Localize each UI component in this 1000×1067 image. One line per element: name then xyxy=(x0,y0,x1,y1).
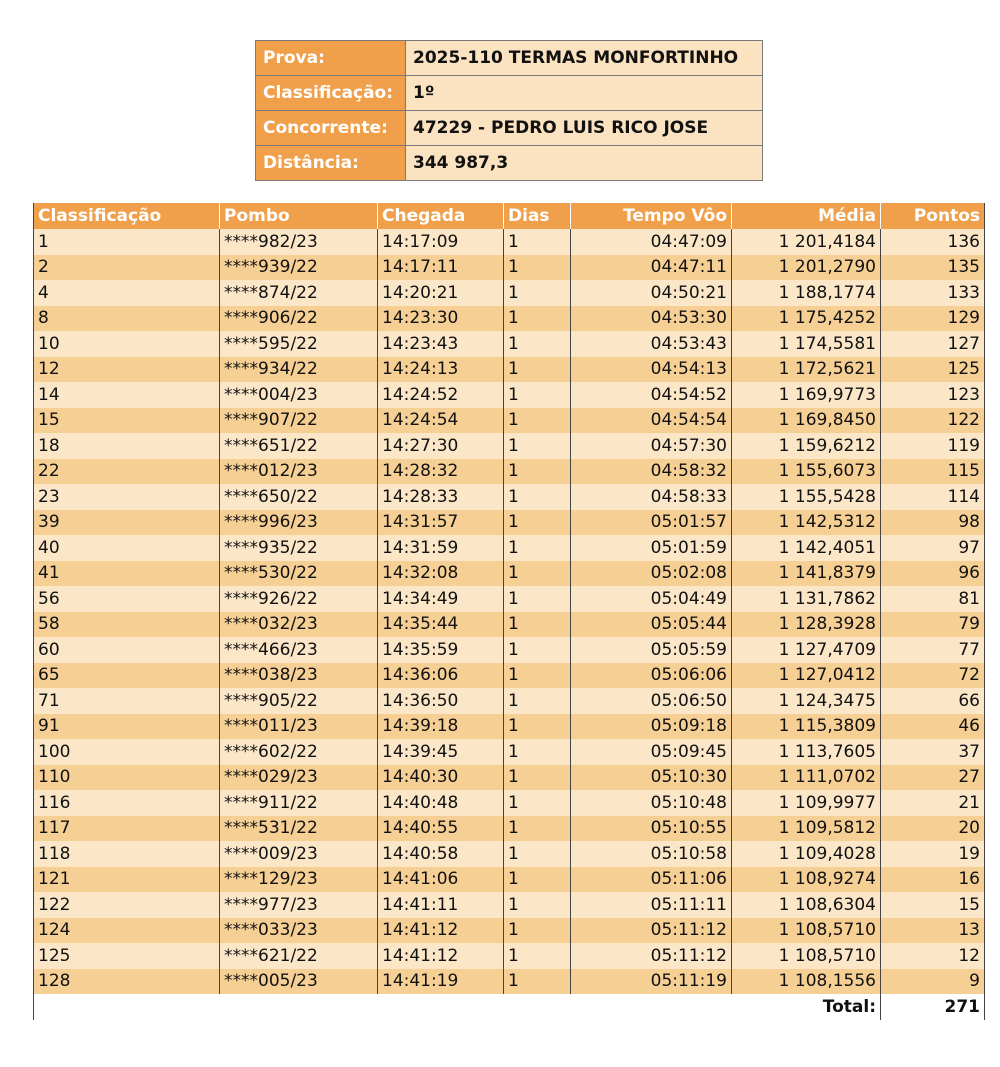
results-body xyxy=(34,229,985,994)
cell-pontos: 79 xyxy=(881,612,985,638)
table-row xyxy=(34,586,985,612)
cell-chegada: 14:32:08 xyxy=(378,561,504,587)
cell-pombo: ****009/23 xyxy=(220,841,378,867)
cell-chegada: 14:36:06 xyxy=(378,663,504,689)
cell-chegada: 14:20:21 xyxy=(378,280,504,306)
cell-pontos: 20 xyxy=(881,816,985,842)
cell-tempo-voo: 04:58:33 xyxy=(571,484,732,510)
cell-pontos: 72 xyxy=(881,663,985,689)
cell-chegada: 14:40:55 xyxy=(378,816,504,842)
cell-pombo: ****466/23 xyxy=(220,637,378,663)
cell-chegada: 14:17:09 xyxy=(378,229,504,255)
cell-media: 1 159,6212 xyxy=(732,433,881,459)
cell-media: 1 108,9274 xyxy=(732,867,881,893)
cell-pombo: ****038/23 xyxy=(220,663,378,689)
cell-tempo-voo: 04:50:21 xyxy=(571,280,732,306)
cell-tempo-voo: 04:47:11 xyxy=(571,255,732,281)
cell-media: 1 108,1556 xyxy=(732,969,881,995)
cell-classificacao: 60 xyxy=(34,637,220,663)
cell-chegada: 14:41:19 xyxy=(378,969,504,995)
column-header-pombo: Pombo xyxy=(220,203,378,229)
cell-pontos: 133 xyxy=(881,280,985,306)
cell-media: 1 155,6073 xyxy=(732,459,881,485)
info-label: Prova: xyxy=(256,41,406,76)
cell-dias: 1 xyxy=(504,663,571,689)
cell-classificacao: 116 xyxy=(34,790,220,816)
cell-pontos: 123 xyxy=(881,382,985,408)
cell-chegada: 14:34:49 xyxy=(378,586,504,612)
info-row-distancia xyxy=(256,146,763,181)
cell-classificacao: 8 xyxy=(34,306,220,332)
table-row xyxy=(34,816,985,842)
total-value: 271 xyxy=(881,994,985,1020)
cell-dias: 1 xyxy=(504,586,571,612)
cell-dias: 1 xyxy=(504,306,571,332)
race-info-table xyxy=(255,40,763,181)
cell-pombo: ****602/22 xyxy=(220,739,378,765)
cell-classificacao: 71 xyxy=(34,688,220,714)
cell-pombo: ****935/22 xyxy=(220,535,378,561)
cell-classificacao: 117 xyxy=(34,816,220,842)
cell-dias: 1 xyxy=(504,969,571,995)
cell-tempo-voo: 05:06:50 xyxy=(571,688,732,714)
cell-pontos: 114 xyxy=(881,484,985,510)
cell-media: 1 175,4252 xyxy=(732,306,881,332)
cell-tempo-voo: 05:05:59 xyxy=(571,637,732,663)
table-row xyxy=(34,765,985,791)
table-row xyxy=(34,969,985,995)
cell-pontos: 125 xyxy=(881,357,985,383)
cell-pontos: 122 xyxy=(881,408,985,434)
cell-tempo-voo: 05:09:45 xyxy=(571,739,732,765)
results-table xyxy=(33,203,985,1020)
cell-chegada: 14:24:13 xyxy=(378,357,504,383)
cell-chegada: 14:31:59 xyxy=(378,535,504,561)
cell-pontos: 115 xyxy=(881,459,985,485)
cell-classificacao: 14 xyxy=(34,382,220,408)
cell-media: 1 127,0412 xyxy=(732,663,881,689)
cell-chegada: 14:24:52 xyxy=(378,382,504,408)
cell-chegada: 14:41:11 xyxy=(378,892,504,918)
cell-pombo: ****621/22 xyxy=(220,943,378,969)
cell-pontos: 13 xyxy=(881,918,985,944)
cell-dias: 1 xyxy=(504,612,571,638)
cell-media: 1 188,1774 xyxy=(732,280,881,306)
cell-tempo-voo: 04:58:32 xyxy=(571,459,732,485)
cell-pontos: 66 xyxy=(881,688,985,714)
cell-pontos: 136 xyxy=(881,229,985,255)
info-label: Distância: xyxy=(256,146,406,181)
cell-tempo-voo: 05:10:48 xyxy=(571,790,732,816)
cell-dias: 1 xyxy=(504,382,571,408)
cell-chegada: 14:39:45 xyxy=(378,739,504,765)
cell-tempo-voo: 05:04:49 xyxy=(571,586,732,612)
cell-dias: 1 xyxy=(504,892,571,918)
cell-dias: 1 xyxy=(504,408,571,434)
cell-media: 1 124,3475 xyxy=(732,688,881,714)
total-row xyxy=(34,994,985,1020)
cell-pontos: 46 xyxy=(881,714,985,740)
cell-pontos: 96 xyxy=(881,561,985,587)
cell-dias: 1 xyxy=(504,739,571,765)
cell-classificacao: 118 xyxy=(34,841,220,867)
column-header-chegada: Chegada xyxy=(378,203,504,229)
cell-chegada: 14:35:44 xyxy=(378,612,504,638)
cell-media: 1 131,7862 xyxy=(732,586,881,612)
cell-media: 1 109,5812 xyxy=(732,816,881,842)
cell-media: 1 108,5710 xyxy=(732,943,881,969)
table-row xyxy=(34,535,985,561)
cell-pontos: 98 xyxy=(881,510,985,536)
cell-dias: 1 xyxy=(504,357,571,383)
cell-media: 1 169,8450 xyxy=(732,408,881,434)
cell-classificacao: 4 xyxy=(34,280,220,306)
table-row xyxy=(34,561,985,587)
info-row-concorrente xyxy=(256,111,763,146)
cell-classificacao: 100 xyxy=(34,739,220,765)
cell-chegada: 14:28:32 xyxy=(378,459,504,485)
cell-media: 1 111,0702 xyxy=(732,765,881,791)
cell-chegada: 14:36:50 xyxy=(378,688,504,714)
cell-classificacao: 10 xyxy=(34,331,220,357)
cell-tempo-voo: 05:10:55 xyxy=(571,816,732,842)
info-label: Classificação: xyxy=(256,76,406,111)
cell-pombo: ****005/23 xyxy=(220,969,378,995)
cell-pontos: 21 xyxy=(881,790,985,816)
cell-classificacao: 41 xyxy=(34,561,220,587)
info-value: 344 987,3 xyxy=(406,146,763,181)
cell-pombo: ****977/23 xyxy=(220,892,378,918)
cell-chegada: 14:40:48 xyxy=(378,790,504,816)
table-row xyxy=(34,408,985,434)
cell-tempo-voo: 04:54:54 xyxy=(571,408,732,434)
table-row xyxy=(34,229,985,255)
cell-tempo-voo: 05:10:30 xyxy=(571,765,732,791)
cell-pontos: 27 xyxy=(881,765,985,791)
info-value: 47229 - PEDRO LUIS RICO JOSE xyxy=(406,111,763,146)
cell-pombo: ****926/22 xyxy=(220,586,378,612)
cell-media: 1 108,5710 xyxy=(732,918,881,944)
cell-pontos: 19 xyxy=(881,841,985,867)
cell-media: 1 128,3928 xyxy=(732,612,881,638)
cell-chegada: 14:17:11 xyxy=(378,255,504,281)
cell-media: 1 141,8379 xyxy=(732,561,881,587)
table-row xyxy=(34,663,985,689)
cell-dias: 1 xyxy=(504,510,571,536)
cell-chegada: 14:31:57 xyxy=(378,510,504,536)
cell-classificacao: 15 xyxy=(34,408,220,434)
cell-chegada: 14:40:30 xyxy=(378,765,504,791)
cell-pontos: 16 xyxy=(881,867,985,893)
cell-classificacao: 22 xyxy=(34,459,220,485)
cell-dias: 1 xyxy=(504,255,571,281)
cell-pontos: 135 xyxy=(881,255,985,281)
total-label: Total: xyxy=(732,994,881,1020)
cell-tempo-voo: 05:01:57 xyxy=(571,510,732,536)
cell-media: 1 172,5621 xyxy=(732,357,881,383)
cell-media: 1 155,5428 xyxy=(732,484,881,510)
cell-tempo-voo: 05:11:12 xyxy=(571,943,732,969)
cell-classificacao: 121 xyxy=(34,867,220,893)
table-row xyxy=(34,255,985,281)
cell-pombo: ****530/22 xyxy=(220,561,378,587)
cell-pombo: ****595/22 xyxy=(220,331,378,357)
cell-media: 1 113,7605 xyxy=(732,739,881,765)
cell-tempo-voo: 04:53:30 xyxy=(571,306,732,332)
cell-pombo: ****996/23 xyxy=(220,510,378,536)
cell-dias: 1 xyxy=(504,331,571,357)
cell-media: 1 109,4028 xyxy=(732,841,881,867)
cell-classificacao: 65 xyxy=(34,663,220,689)
info-value: 1º xyxy=(406,76,763,111)
cell-chegada: 14:41:12 xyxy=(378,943,504,969)
cell-classificacao: 125 xyxy=(34,943,220,969)
cell-dias: 1 xyxy=(504,943,571,969)
cell-tempo-voo: 04:54:52 xyxy=(571,382,732,408)
cell-pombo: ****650/22 xyxy=(220,484,378,510)
cell-classificacao: 124 xyxy=(34,918,220,944)
cell-chegada: 14:35:59 xyxy=(378,637,504,663)
cell-media: 1 142,5312 xyxy=(732,510,881,536)
table-row xyxy=(34,688,985,714)
cell-pontos: 15 xyxy=(881,892,985,918)
cell-dias: 1 xyxy=(504,561,571,587)
cell-pontos: 97 xyxy=(881,535,985,561)
cell-chegada: 14:28:33 xyxy=(378,484,504,510)
table-row xyxy=(34,943,985,969)
cell-pontos: 37 xyxy=(881,739,985,765)
cell-classificacao: 18 xyxy=(34,433,220,459)
cell-tempo-voo: 05:11:12 xyxy=(571,918,732,944)
table-row xyxy=(34,918,985,944)
cell-dias: 1 xyxy=(504,867,571,893)
cell-pontos: 9 xyxy=(881,969,985,995)
cell-dias: 1 xyxy=(504,535,571,561)
cell-chegada: 14:39:18 xyxy=(378,714,504,740)
column-header-classificacao: Classificação xyxy=(34,203,220,229)
cell-pontos: 127 xyxy=(881,331,985,357)
table-row xyxy=(34,612,985,638)
cell-classificacao: 40 xyxy=(34,535,220,561)
cell-classificacao: 58 xyxy=(34,612,220,638)
table-row xyxy=(34,459,985,485)
cell-dias: 1 xyxy=(504,459,571,485)
cell-chegada: 14:23:30 xyxy=(378,306,504,332)
cell-dias: 1 xyxy=(504,637,571,663)
cell-classificacao: 122 xyxy=(34,892,220,918)
cell-tempo-voo: 04:54:13 xyxy=(571,357,732,383)
cell-tempo-voo: 05:05:44 xyxy=(571,612,732,638)
cell-dias: 1 xyxy=(504,918,571,944)
column-header-dias: Dias xyxy=(504,203,571,229)
cell-chegada: 14:23:43 xyxy=(378,331,504,357)
cell-media: 1 201,2790 xyxy=(732,255,881,281)
table-row xyxy=(34,280,985,306)
table-row xyxy=(34,841,985,867)
cell-dias: 1 xyxy=(504,765,571,791)
cell-pontos: 77 xyxy=(881,637,985,663)
table-row xyxy=(34,892,985,918)
cell-tempo-voo: 05:11:19 xyxy=(571,969,732,995)
cell-pombo: ****029/23 xyxy=(220,765,378,791)
cell-pombo: ****911/22 xyxy=(220,790,378,816)
table-row xyxy=(34,357,985,383)
info-label: Concorrente: xyxy=(256,111,406,146)
cell-chegada: 14:41:06 xyxy=(378,867,504,893)
cell-pombo: ****982/23 xyxy=(220,229,378,255)
table-row xyxy=(34,867,985,893)
cell-classificacao: 39 xyxy=(34,510,220,536)
cell-dias: 1 xyxy=(504,229,571,255)
cell-classificacao: 91 xyxy=(34,714,220,740)
cell-media: 1 174,5581 xyxy=(732,331,881,357)
cell-pombo: ****531/22 xyxy=(220,816,378,842)
column-header-pontos: Pontos xyxy=(881,203,985,229)
cell-media: 1 108,6304 xyxy=(732,892,881,918)
cell-dias: 1 xyxy=(504,816,571,842)
cell-classificacao: 12 xyxy=(34,357,220,383)
table-row xyxy=(34,306,985,332)
cell-pontos: 81 xyxy=(881,586,985,612)
cell-pombo: ****004/23 xyxy=(220,382,378,408)
table-header-row xyxy=(34,203,985,229)
cell-chegada: 14:41:12 xyxy=(378,918,504,944)
cell-tempo-voo: 04:53:43 xyxy=(571,331,732,357)
cell-pombo: ****651/22 xyxy=(220,433,378,459)
cell-tempo-voo: 05:02:08 xyxy=(571,561,732,587)
cell-tempo-voo: 05:06:06 xyxy=(571,663,732,689)
cell-pombo: ****907/22 xyxy=(220,408,378,434)
column-header-media: Média xyxy=(732,203,881,229)
cell-media: 1 109,9977 xyxy=(732,790,881,816)
cell-media: 1 169,9773 xyxy=(732,382,881,408)
cell-media: 1 127,4709 xyxy=(732,637,881,663)
table-row xyxy=(34,714,985,740)
info-row-prova xyxy=(256,41,763,76)
cell-tempo-voo: 05:10:58 xyxy=(571,841,732,867)
table-row xyxy=(34,331,985,357)
cell-chegada: 14:24:54 xyxy=(378,408,504,434)
cell-pombo: ****906/22 xyxy=(220,306,378,332)
cell-classificacao: 1 xyxy=(34,229,220,255)
cell-pombo: ****012/23 xyxy=(220,459,378,485)
info-row-classificacao xyxy=(256,76,763,111)
cell-pombo: ****033/23 xyxy=(220,918,378,944)
total-spacer xyxy=(34,994,732,1020)
cell-tempo-voo: 05:01:59 xyxy=(571,535,732,561)
cell-chegada: 14:27:30 xyxy=(378,433,504,459)
cell-media: 1 142,4051 xyxy=(732,535,881,561)
cell-pombo: ****934/22 xyxy=(220,357,378,383)
table-row xyxy=(34,510,985,536)
cell-tempo-voo: 04:47:09 xyxy=(571,229,732,255)
cell-dias: 1 xyxy=(504,484,571,510)
cell-media: 1 201,4184 xyxy=(732,229,881,255)
cell-tempo-voo: 05:11:11 xyxy=(571,892,732,918)
cell-tempo-voo: 05:09:18 xyxy=(571,714,732,740)
table-row xyxy=(34,790,985,816)
cell-pombo: ****032/23 xyxy=(220,612,378,638)
cell-pombo: ****011/23 xyxy=(220,714,378,740)
cell-classificacao: 2 xyxy=(34,255,220,281)
cell-dias: 1 xyxy=(504,790,571,816)
cell-classificacao: 128 xyxy=(34,969,220,995)
table-row xyxy=(34,637,985,663)
table-row xyxy=(34,382,985,408)
cell-dias: 1 xyxy=(504,433,571,459)
table-row xyxy=(34,739,985,765)
cell-dias: 1 xyxy=(504,714,571,740)
info-value: 2025-110 TERMAS MONFORTINHO xyxy=(406,41,763,76)
cell-media: 1 115,3809 xyxy=(732,714,881,740)
cell-chegada: 14:40:58 xyxy=(378,841,504,867)
cell-pombo: ****874/22 xyxy=(220,280,378,306)
cell-classificacao: 23 xyxy=(34,484,220,510)
column-header-tempo-voo: Tempo Vôo xyxy=(571,203,732,229)
cell-dias: 1 xyxy=(504,280,571,306)
cell-classificacao: 110 xyxy=(34,765,220,791)
cell-pontos: 129 xyxy=(881,306,985,332)
cell-classificacao: 56 xyxy=(34,586,220,612)
cell-pombo: ****905/22 xyxy=(220,688,378,714)
cell-tempo-voo: 04:57:30 xyxy=(571,433,732,459)
cell-tempo-voo: 05:11:06 xyxy=(571,867,732,893)
cell-pombo: ****939/22 xyxy=(220,255,378,281)
cell-pombo: ****129/23 xyxy=(220,867,378,893)
table-row xyxy=(34,484,985,510)
cell-dias: 1 xyxy=(504,688,571,714)
table-row xyxy=(34,433,985,459)
cell-pontos: 119 xyxy=(881,433,985,459)
cell-dias: 1 xyxy=(504,841,571,867)
cell-pontos: 12 xyxy=(881,943,985,969)
